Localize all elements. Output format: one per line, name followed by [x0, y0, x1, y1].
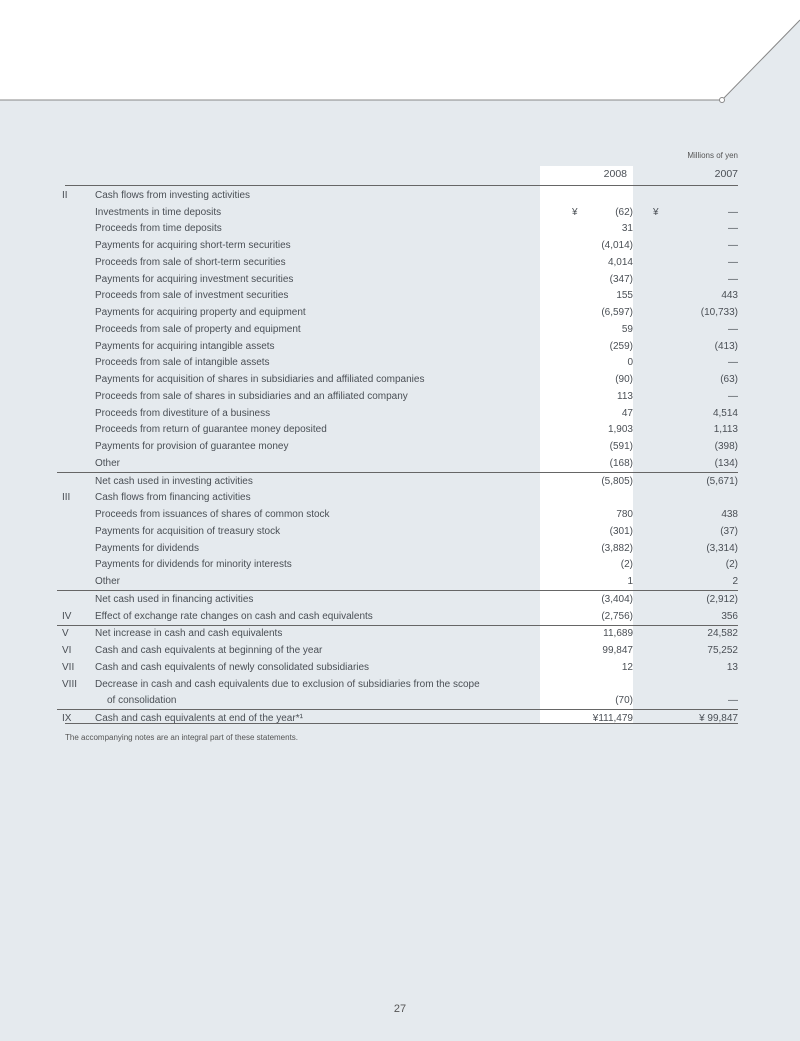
row-label: Other — [95, 457, 121, 469]
row-number — [57, 438, 87, 455]
row-number — [57, 506, 87, 523]
footnote: The accompanying notes are an integral part of these statements. — [65, 733, 299, 742]
value-2007: — — [728, 256, 738, 268]
value-2007: (5,671) — [633, 472, 738, 489]
value-2008: (90) — [615, 374, 633, 386]
value-2007 — [633, 676, 738, 693]
table-row — [57, 371, 738, 388]
row-label: of consolidation — [107, 695, 177, 707]
row-number — [57, 591, 87, 608]
value-2008: 31 — [621, 223, 633, 235]
year-header-2008: 2008 — [603, 168, 627, 180]
value-2008: 11,689 — [528, 625, 633, 642]
value-2007: 24,582 — [633, 625, 738, 642]
value-2008 — [528, 187, 633, 204]
table-row — [57, 490, 738, 507]
value-2008: 4,014 — [607, 256, 633, 268]
row-number: III — [62, 492, 71, 504]
year-header-2007: 2007 — [714, 168, 738, 180]
header-band — [0, 0, 800, 104]
value-2008: (591) — [609, 441, 633, 453]
row-number: II — [62, 189, 68, 201]
value-2007: (10,733) — [700, 307, 738, 319]
row-number: IX — [57, 710, 87, 727]
row-number: IV — [62, 610, 72, 622]
cash-flow-table — [57, 187, 738, 727]
row-number — [57, 338, 87, 355]
row-label: Cash and cash equivalents of newly consolidated subsidiaries — [95, 661, 370, 673]
row-label: Payments for acquiring intangible assets — [95, 340, 275, 352]
row-label: Proceeds from return of guarantee money deposited — [95, 424, 327, 436]
table-row — [57, 472, 738, 489]
row-label: Proceeds from sale of shares in subsidiaries and an affiliated company — [95, 390, 408, 402]
row-number — [57, 321, 87, 338]
value-2007 — [633, 187, 738, 204]
row-label: Proceeds from sale of property and equipment — [95, 323, 301, 335]
value-2007: — — [728, 240, 738, 252]
row-label: Payments for acquiring investment securities — [95, 273, 294, 285]
row-label: Payments for acquiring short-term securities — [95, 240, 291, 252]
row-label: Proceeds from sale of short-term securities — [95, 256, 286, 268]
yen-symbol: ¥ — [653, 206, 659, 218]
row-label: Cash flows from financing activities — [95, 492, 251, 504]
value-2007: — — [728, 223, 738, 235]
row-label: Net cash used in financing activities — [87, 591, 528, 608]
value-2007: 4,514 — [712, 407, 738, 419]
row-number — [57, 455, 87, 472]
row-number — [57, 288, 87, 305]
row-number: VII — [62, 661, 75, 673]
row-number: VI — [62, 645, 72, 657]
value-2008: 780 — [616, 509, 633, 521]
row-label: Payments for acquiring property and equipment — [95, 307, 306, 319]
value-2008: (4,014) — [601, 240, 633, 252]
row-label: Payments for provision of guarantee money — [95, 441, 289, 453]
row-number — [57, 693, 87, 710]
row-label: Payments for dividends — [95, 542, 199, 554]
table-row — [57, 573, 738, 590]
value-2007: ¥ 99,847 — [633, 710, 738, 727]
row-number — [57, 254, 87, 271]
table-row — [57, 271, 738, 288]
value-2007: (2,912) — [633, 591, 738, 608]
row-number — [57, 573, 87, 590]
value-2007: ¥ — — [653, 206, 738, 218]
table-row — [57, 591, 738, 608]
value-2008: ¥ (62) — [572, 206, 633, 218]
table-row — [57, 288, 738, 305]
table-row — [57, 187, 738, 204]
row-number — [57, 388, 87, 405]
page-number: 27 — [393, 1003, 407, 1015]
row-label: Net cash used in investing activities — [87, 472, 528, 489]
value-2007: 443 — [721, 290, 738, 302]
header-rule — [65, 185, 738, 186]
value-2008: (301) — [609, 525, 633, 537]
table-row — [57, 304, 738, 321]
table-row — [57, 254, 738, 271]
table-row — [57, 540, 738, 557]
row-number — [57, 557, 87, 574]
value-2007: 356 — [721, 610, 738, 622]
table-row — [57, 523, 738, 540]
value-2008 — [528, 490, 633, 507]
table-row — [57, 405, 738, 422]
value-2007: (63) — [720, 374, 738, 386]
row-number — [57, 304, 87, 321]
table-row — [57, 659, 738, 676]
table-row — [57, 355, 738, 372]
row-label: Proceeds from time deposits — [95, 223, 222, 235]
row-label: Cash and cash equivalents at beginning of the year — [95, 645, 323, 657]
value-2008: 0 — [627, 357, 633, 369]
value-2008: (3,882) — [601, 542, 633, 554]
table-row — [57, 438, 738, 455]
row-number — [57, 540, 87, 557]
table-row — [57, 676, 738, 693]
value-2008: 47 — [621, 407, 633, 419]
row-number — [57, 523, 87, 540]
table-row — [57, 625, 738, 642]
table-row — [57, 455, 738, 472]
value-2007: 1,113 — [713, 424, 738, 436]
value-2007: (413) — [714, 340, 738, 352]
row-number — [57, 472, 87, 489]
value-2008: (3,404) — [528, 591, 633, 608]
value-2008: 59 — [621, 323, 633, 335]
value-2007: — — [728, 273, 738, 285]
table-row — [57, 338, 738, 355]
value-2007: — — [728, 695, 738, 707]
value-2007: 13 — [726, 661, 738, 673]
row-number — [57, 204, 87, 221]
row-label: Other — [95, 576, 121, 588]
value-2008: (259) — [609, 340, 633, 352]
value-2008: 99,847 — [602, 645, 633, 657]
table-row — [57, 642, 738, 659]
value-2008: ¥111,479 — [528, 710, 633, 727]
table-row — [57, 237, 738, 254]
value-2007: — — [728, 357, 738, 369]
value-2007: (3,314) — [706, 542, 738, 554]
row-label: Proceeds from issuances of shares of common stock — [95, 509, 330, 521]
row-label: Payments for dividends for minority interests — [95, 559, 292, 571]
row-number: VIII — [62, 678, 78, 690]
row-number — [57, 355, 87, 372]
bottom-rule — [65, 723, 738, 724]
row-label: Payments for acquisition of treasury stock — [95, 525, 281, 537]
row-number: V — [57, 625, 87, 642]
table-row — [57, 321, 738, 338]
table-row — [57, 693, 738, 710]
value-2007: 75,252 — [707, 645, 738, 657]
value-2008: 1,903 — [607, 424, 633, 436]
row-label: Decrease in cash and cash equivalents due to exclusion of subsidiaries from the scope — [95, 678, 480, 690]
row-label: Proceeds from sale of intangible assets — [95, 357, 270, 369]
yen-symbol: ¥ — [572, 206, 578, 218]
value-2008: 155 — [616, 290, 633, 302]
table-row — [57, 221, 738, 238]
table-row — [57, 388, 738, 405]
value-2008: (70) — [615, 695, 633, 707]
row-label: Net increase in cash and cash equivalents — [87, 625, 528, 642]
table-row — [57, 204, 738, 221]
value-2008: (347) — [609, 273, 633, 285]
row-number — [57, 422, 87, 439]
row-label: Proceeds from divestiture of a business — [95, 407, 271, 419]
value-2007: 438 — [721, 509, 738, 521]
row-number — [57, 237, 87, 254]
value-2007: (134) — [714, 457, 738, 469]
value-2008: (6,597) — [601, 307, 633, 319]
row-label: Proceeds from sale of investment securities — [95, 290, 289, 302]
value-2007: (37) — [720, 525, 738, 537]
row-label: Cash and cash equivalents at end of the year*¹ — [87, 710, 528, 727]
row-number — [57, 405, 87, 422]
table-row — [57, 557, 738, 574]
row-number — [57, 371, 87, 388]
value-2008: (2,756) — [601, 610, 633, 622]
unit-label: Millions of yen — [687, 151, 738, 160]
value-2007 — [633, 490, 738, 507]
value-2007: (2) — [725, 559, 738, 571]
row-label: Cash flows from investing activities — [95, 189, 251, 201]
row-label: Payments for acquisition of shares in subsidiaries and affiliated companies — [95, 374, 425, 386]
value-2008: (5,805) — [528, 472, 633, 489]
value-2008: 113 — [617, 390, 633, 402]
row-number — [57, 271, 87, 288]
value-2007: 2 — [732, 576, 738, 588]
value-2008: 12 — [621, 661, 633, 673]
value-2007: — — [728, 323, 738, 335]
table-row — [57, 506, 738, 523]
table-row — [57, 608, 738, 625]
table-row — [57, 422, 738, 439]
corner-dot-icon — [720, 98, 725, 103]
row-label: Effect of exchange rate changes on cash and cash equivalents — [95, 610, 373, 622]
value-2007: — — [728, 390, 738, 402]
row-number — [57, 221, 87, 238]
value-2008: (2) — [620, 559, 633, 571]
row-label: Investments in time deposits — [95, 206, 222, 218]
value-2008: (168) — [609, 457, 633, 469]
value-2008 — [528, 676, 633, 693]
table-row — [57, 710, 738, 727]
value-2008: 1 — [627, 576, 633, 588]
value-2007: (398) — [714, 441, 738, 453]
